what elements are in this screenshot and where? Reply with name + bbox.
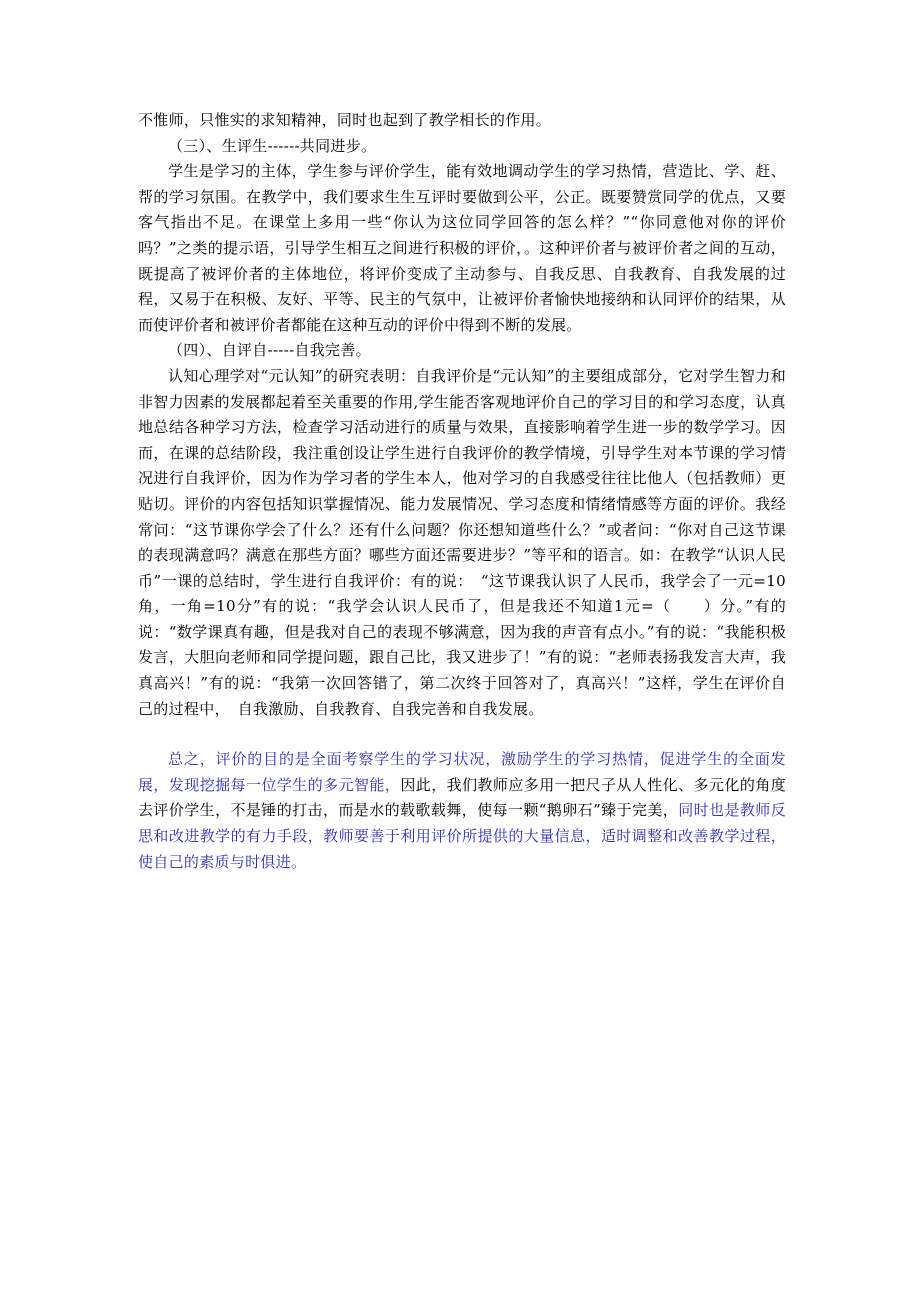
conclusion-part-2: 因此，我们教师应多用一把尺子从人性化、多元化的角度去评价学生，不是锤的打击，而是水的载歌载舞，使每一颗“鹅卵石”臻于完美， — [138, 775, 786, 820]
conclusion-part-1: 总之，评价的目的是全面考察学生的学习状况，激励学生的学习热情，促进学生的全面发展，发现挖掘每一位学生的多元智能， — [138, 750, 786, 794]
paragraph-continuation: 不惟师，只惟实的求知精神，同时也起到了教学相长的作用。 — [138, 111, 552, 129]
paragraph-peer-evaluation: 学生是学习的主体，学生参与评价学生，能有效地调动学生的学习热情，营造比、学、赶、帮的学习氛围。在教学中，我们要求生生互评时要做到公平，公正。既要赞赏同学的优点，又要客气指出不足。在课堂上多用一些“你认为这位同学回答的怎么样？”“你同意他对你的评价吗？”之类的提示语，引导学生相互之间进行积极的评价，。这种评价者与被评价者之间的互动，既提高了被评价者的主体地位，将评价变成了主动参与、自我反思、自我教育、自我发展的过程，又易于在积极、友好、平等、民主的气氛中，让被评价者愉快地接纳和认同评价的结果，从而使评价者和被评价者都能在这种互动的评价中得到不断的发展。 — [138, 162, 786, 334]
conclusion-part-3: 同时也是教师反思和改进教学的有力手段，教师要善于利用评价所提供的大量信息，适时调整和改善教学过程，使自己的素质与时俱进。 — [138, 801, 786, 871]
paragraph-self-evaluation: 认知心理学对“元认知”的研究表明：自我评价是“元认知”的主要组成部分，它对学生智力和非智力因素的发展都起着至关重要的作用,学生能否客观地评价自己的学习目的和学习态度，认真地总结各种学习方法，检查学习活动进行的质量与效果，直接影响着学生进一步的数学学习。因而，在课的总结阶段，我注重创设让学生进行自我评价的教学情境，引导学生对本节课的学习情况进行自我评价，因为作为学习者的学生本人，他对学习的自我感受往往比他人（包括教师）更贴切。评价的内容包括知识掌握情况、能力发展情况、学习态度和情绪情感等方面的评价。我经常问：“这节课你学会了什么？还有什么问题？你还想知道些什么？”或者问：“你对自己这节课的表现满意吗？满意在那些方面？哪些方面还需要进步？”等平和的语言。如：在教学“认识人民币”一课的总结时，学生进行自我评价：有的说： “这节课我认识了人民币，我学会了一元=10角，一角=10分”有的说：“我学会认识人民币了，但是我还不知道1元=（ ）分。”有的说：“数学课真有趣，但是我对自己的表现不够满意，因为我的声音有点小。”有的说：“我能积极发言，大胆向老师和同学提问题，跟自己比，我又进步了！”有的说：“老师表扬我发言大声，我真高兴！”有的说：“我第一次回答错了，第二次终于回答对了，真高兴！”这样，学生在评价自己的过程中， 自我激励、自我教育、自我完善和自我发展。 — [138, 366, 786, 718]
section-heading-4: （四）、自评自-----自我完善。 — [168, 341, 371, 360]
paragraph-conclusion — [138, 747, 786, 875]
document-page — [138, 108, 786, 875]
paragraph-spacer — [138, 722, 786, 747]
section-heading-3: （三）、生评生------共同进步。 — [168, 136, 377, 155]
